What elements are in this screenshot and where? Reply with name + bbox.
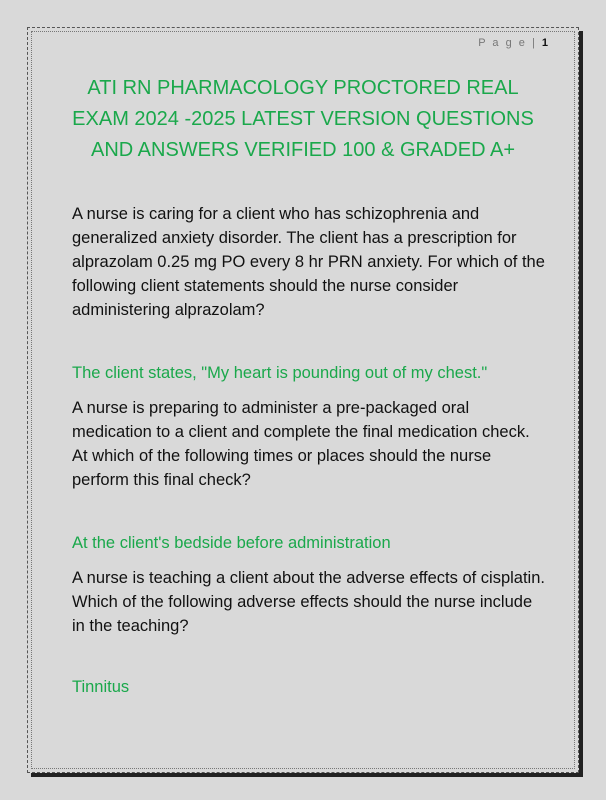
qa-content bbox=[72, 202, 548, 699]
question-3: A nurse is teaching a client about the adverse effects of cisplatin. Which of the following adverse effects should the nurse include in the teaching? bbox=[72, 569, 545, 635]
page-number bbox=[478, 37, 548, 49]
document-title: ATI RN PHARMACOLOGY PROCTORED REAL EXAM 2024 -2025 LATEST VERSION QUESTIONS AND ANSWERS VERIFIED 100 & GRADED A+ bbox=[72, 77, 534, 161]
page-number-value: 1 bbox=[541, 37, 548, 49]
page-label: P a g e | bbox=[478, 37, 537, 49]
question-1: A nurse is caring for a client who has schizophrenia and generalized anxiety disorder. The client has a prescription for alprazolam 0.25 mg PO every 8 hr PRN anxiety. For which of the following client statements should the nurse consider administering alprazolam? bbox=[72, 205, 545, 319]
answer-1: The client states, "My heart is pounding out of my chest." bbox=[72, 364, 488, 382]
document-page bbox=[27, 27, 579, 773]
answer-3: Tinnitus bbox=[72, 678, 130, 696]
answer-2: At the client's bedside before administration bbox=[72, 534, 391, 552]
question-2: A nurse is preparing to administer a pre-packaged oral medication to a client and complete the final medication check. At which of the following times or places should the nurse perform this final check? bbox=[72, 399, 530, 489]
